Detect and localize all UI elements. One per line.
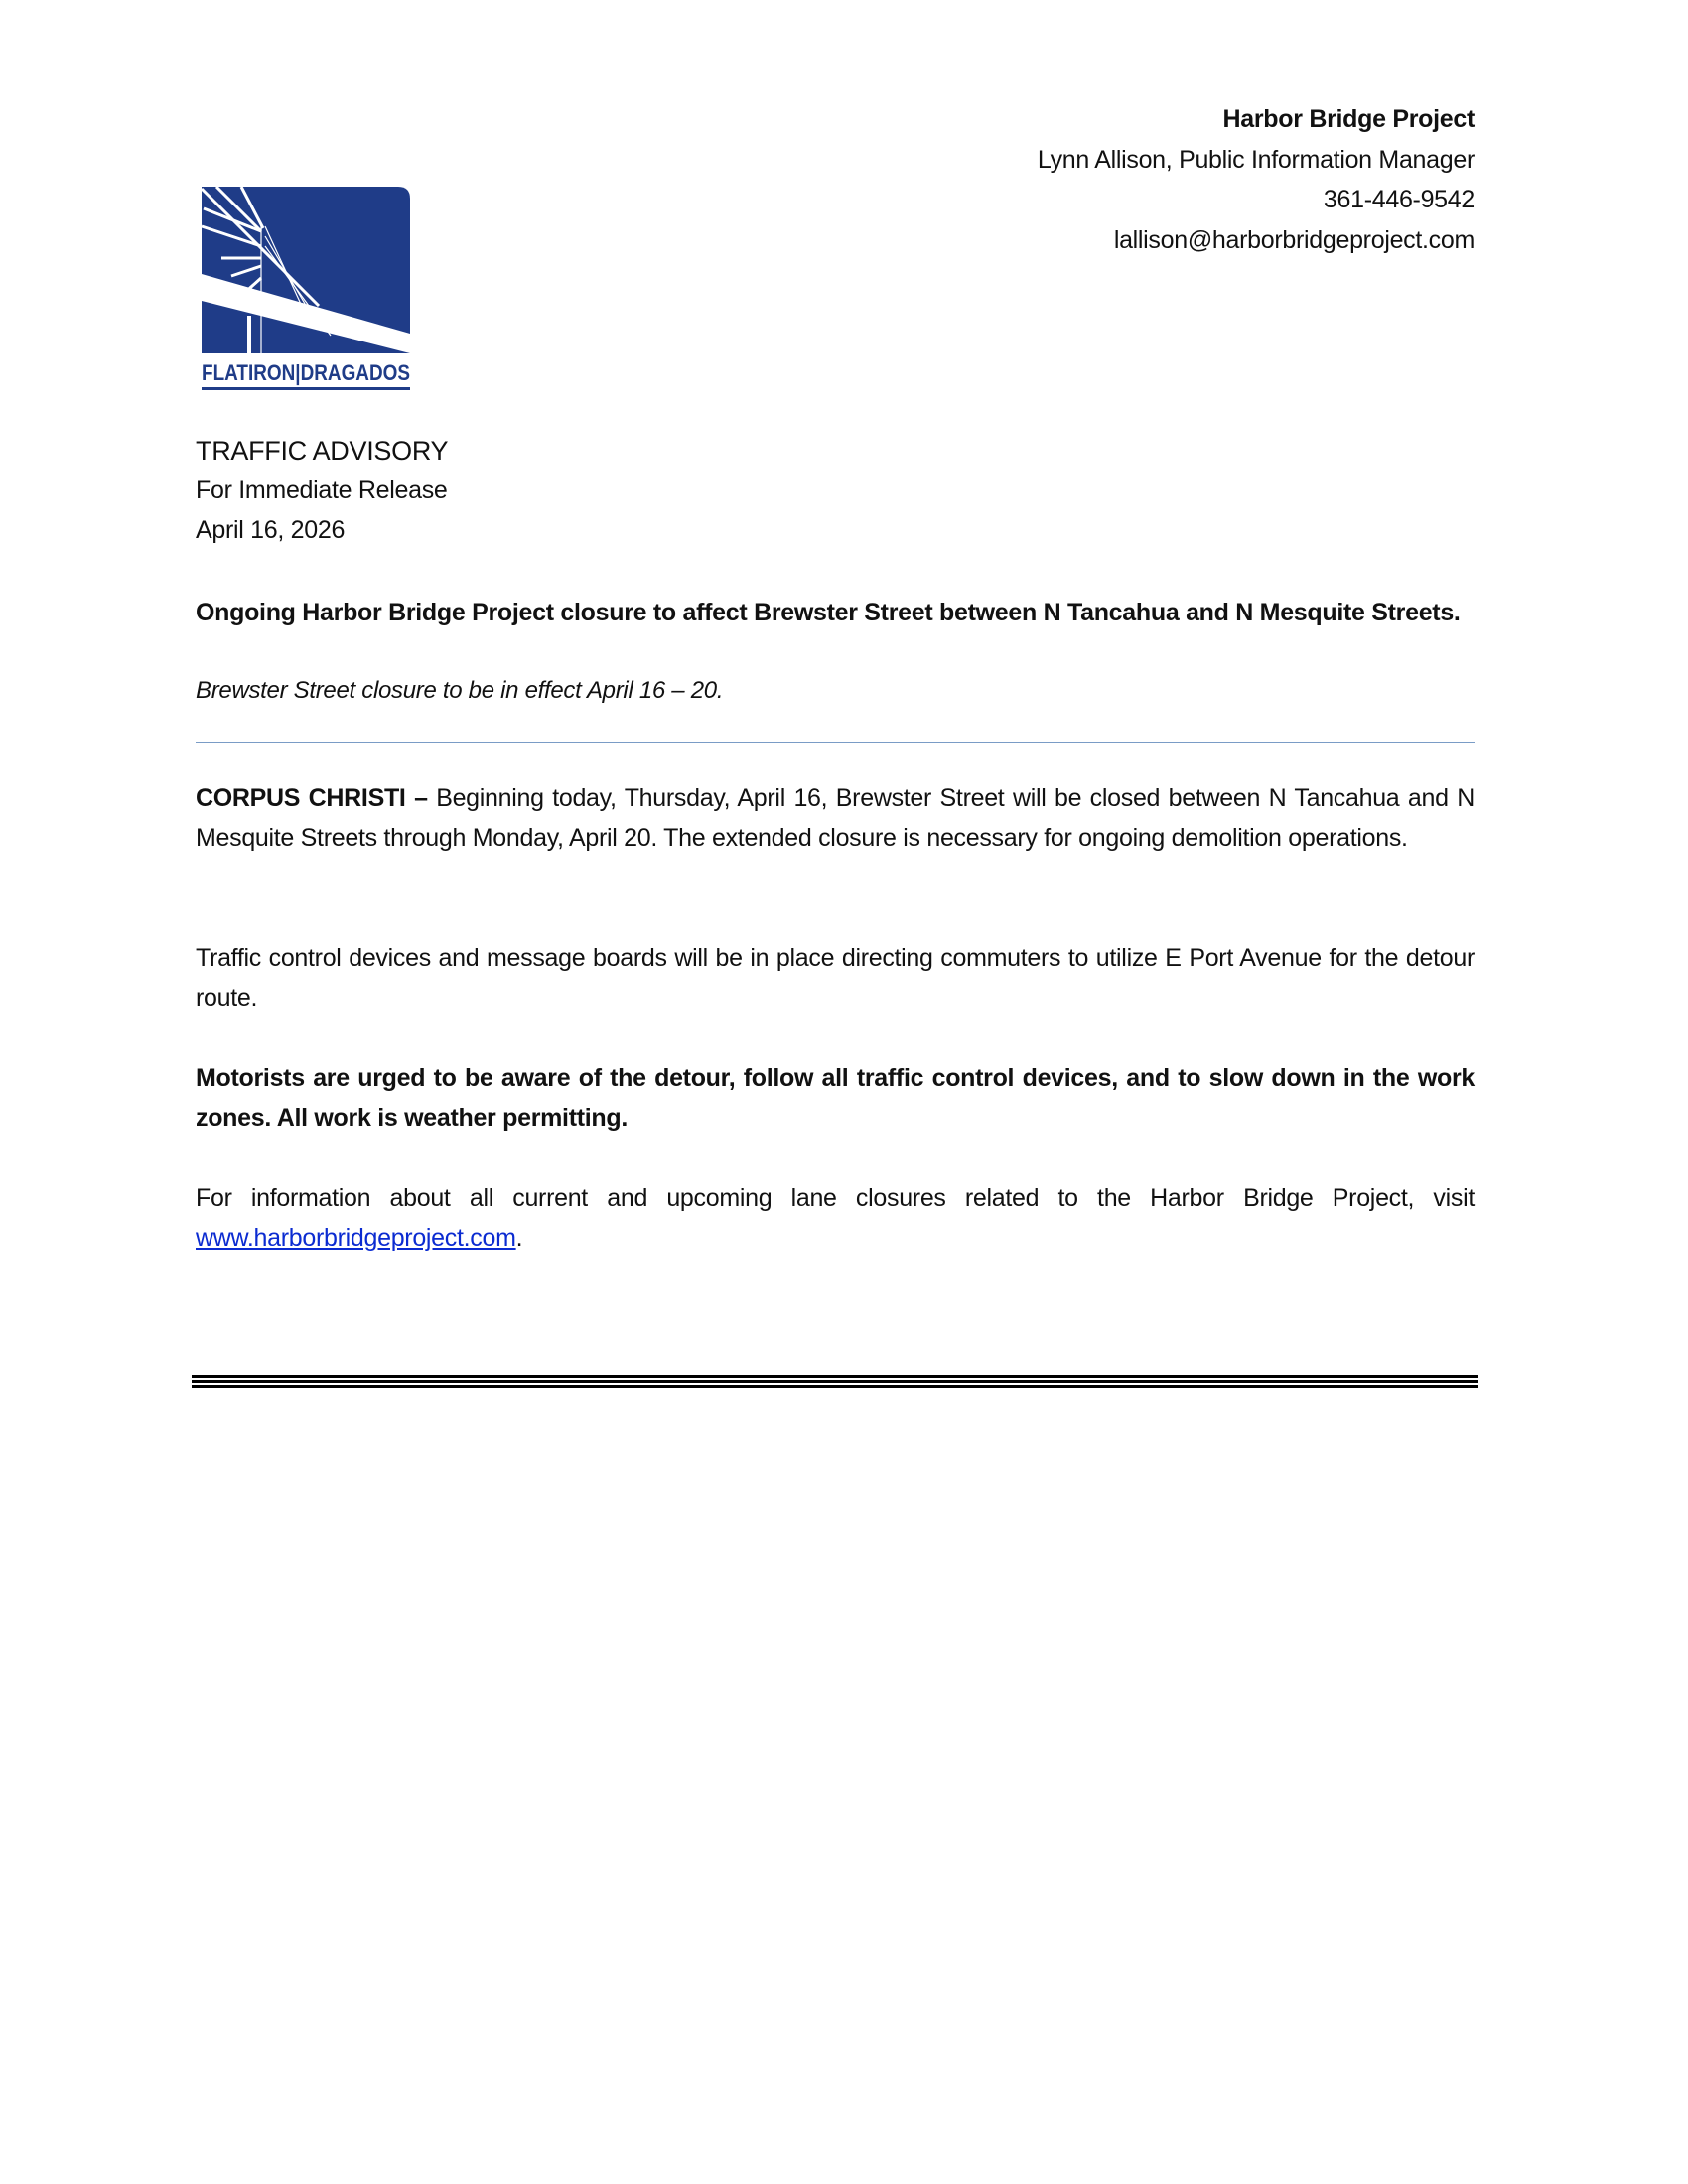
release-info	[196, 431, 1475, 550]
svg-text:FLATIRON|DRAGADOS: FLATIRON|DRAGADOS	[202, 360, 410, 385]
paragraph-2: Traffic control devices and message boards will be in place directing commuters to utilize E Port Avenue for the detour route.	[196, 944, 1475, 1012]
paragraph-4-end: .	[515, 1224, 523, 1252]
release-note: For Immediate Release	[196, 477, 448, 504]
headline-subtitle: Brewster Street closure to be in effect April 16 – 20.	[196, 677, 724, 704]
contact-name-title: Lynn Allison, Public Information Manager	[1037, 145, 1475, 174]
paragraph-3: Motorists are urged to be aware of the detour, follow all traffic control devices, and to slow down in the work zones. All work is weather permitting.	[196, 1064, 1475, 1132]
contact-block	[1038, 99, 1475, 260]
end-rule	[192, 1375, 1478, 1388]
dateline: CORPUS CHRISTI –	[196, 784, 428, 812]
advisory-type: TRAFFIC ADVISORY	[196, 436, 449, 466]
organization-name: Harbor Bridge Project	[1222, 105, 1475, 133]
flatiron-dragados-logo	[202, 187, 410, 393]
website-link[interactable]: www.harborbridgeproject.com	[196, 1224, 516, 1252]
divider-line	[196, 742, 1475, 743]
paragraph-4	[196, 1178, 1475, 1258]
paragraph-4-text: For information about all current and upcoming lane closures related to the Harbor Bridge Project, visit	[196, 1184, 1475, 1212]
release-date: April 16, 2026	[196, 516, 346, 544]
headline-title: Ongoing Harbor Bridge Project closure to affect Brewster Street between N Tancahua and N Mesquite Streets.	[196, 599, 1461, 626]
paragraph-1	[196, 778, 1475, 858]
contact-phone: 361-446-9542	[1323, 186, 1475, 213]
paragraph-1-text: Beginning today, Thursday, April 16, Brewster Street will be closed between N Tancahua and N Mesquite Streets through Monday, April 20. The extended closure is necessary for ongoing demolition operations.	[196, 784, 1475, 852]
contact-email: lallison@harborbridgeproject.com	[1113, 225, 1475, 254]
